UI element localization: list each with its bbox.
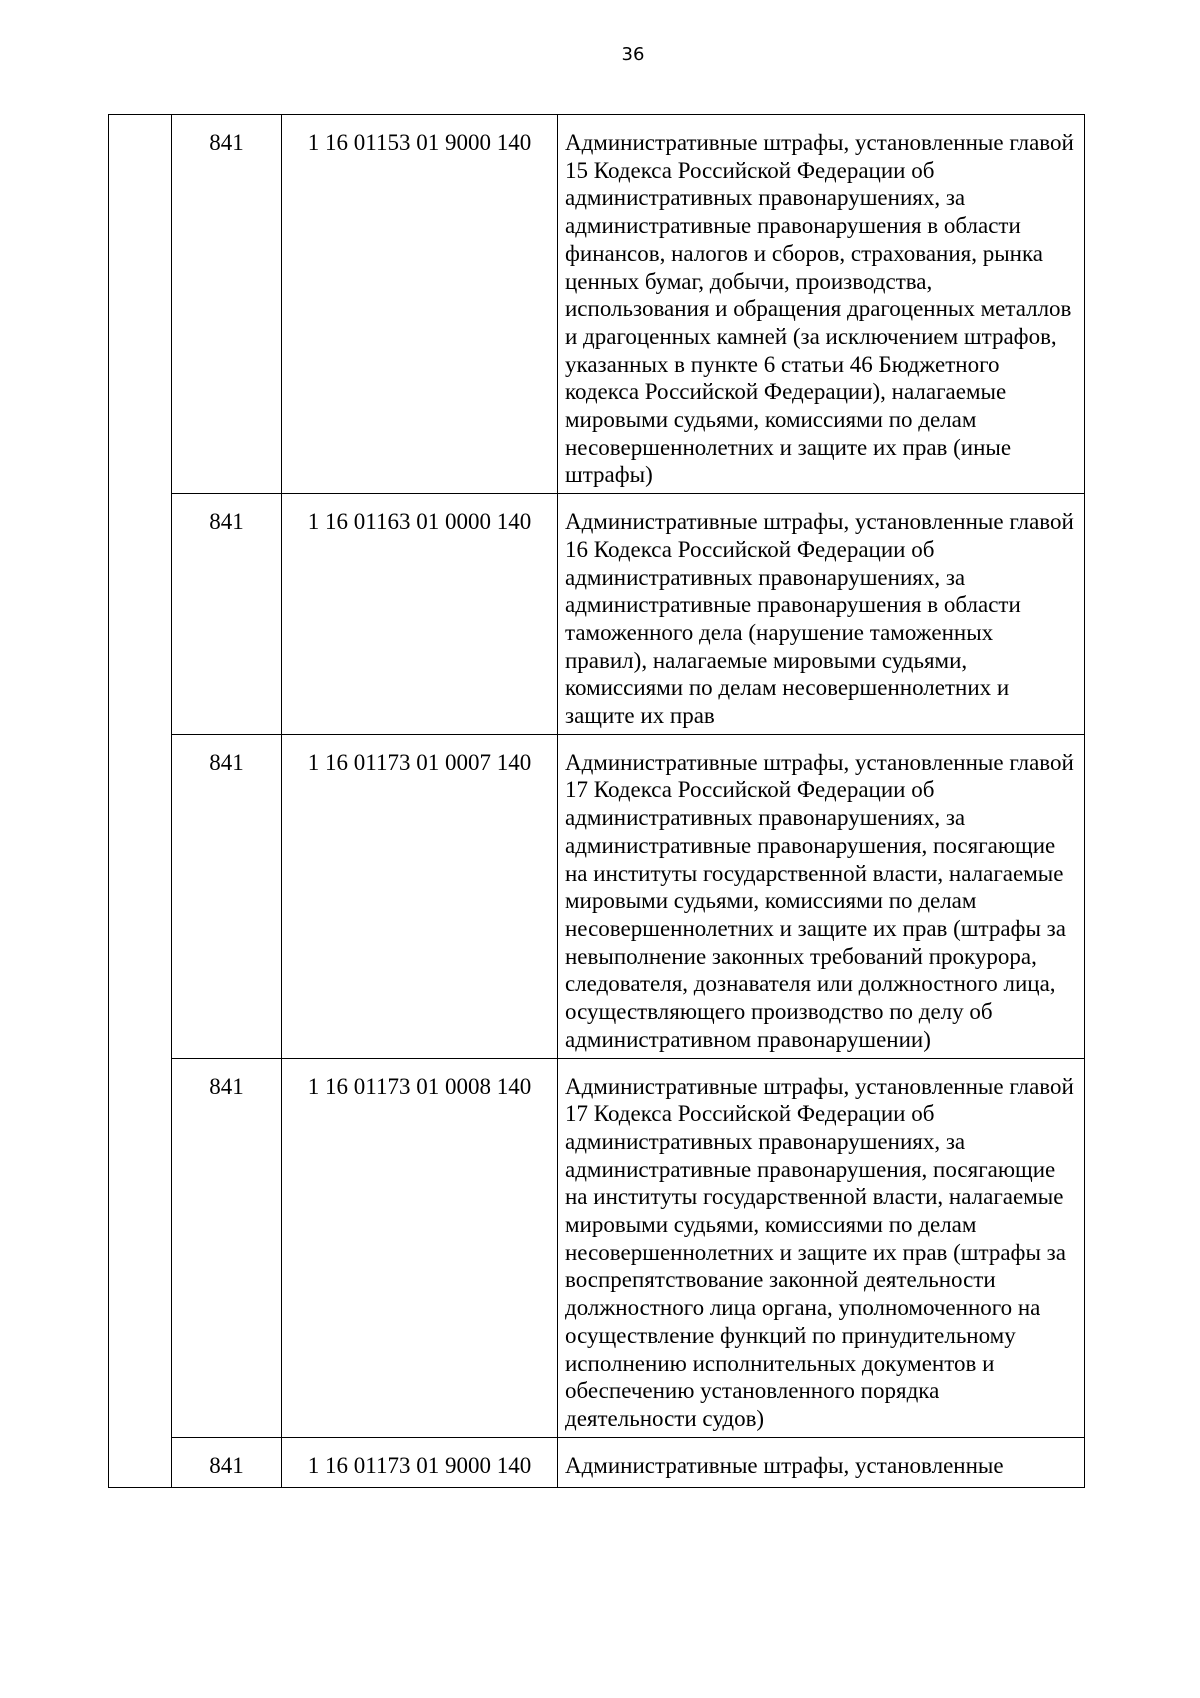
budget-code-cell: 1 16 01173 01 0007 140 — [282, 734, 558, 1058]
blank-cell — [109, 734, 172, 1058]
description-cell: Административные штрафы, установленные главой 17 Кодекса Российской Федерации об административных правонарушениях, за административные правонарушения, посягающие на институты государственной власти, налагаемые мировыми судьями, комиссиями по делам несовершеннолетних и защите их прав (штрафы за воспрепятствование законной деятельности должностного лица органа, уполномоченного на осуществление функций по принудительному исполнению исполнительных документов и обеспечению установленного порядка деятельности судов) — [558, 1058, 1085, 1437]
page-number: 36 — [621, 44, 645, 65]
admin-code-cell: 841 — [172, 1437, 282, 1488]
admin-code-cell: 841 — [172, 494, 282, 735]
budget-code-cell: 1 16 01153 01 9000 140 — [282, 115, 558, 494]
admin-code-cell: 841 — [172, 1058, 282, 1437]
admin-code-cell: 841 — [172, 115, 282, 494]
blank-cell — [109, 1058, 172, 1437]
revenue-codes-table — [108, 114, 1085, 1488]
admin-code-cell: 841 — [172, 734, 282, 1058]
budget-code-cell: 1 16 01173 01 0008 140 — [282, 1058, 558, 1437]
table-row — [109, 494, 1085, 735]
budget-code-cell: 1 16 01173 01 9000 140 — [282, 1437, 558, 1488]
description-cell: Административные штрафы, установленные главой 17 Кодекса Российской Федерации об административных правонарушениях, за административные правонарушения, посягающие на институты государственной власти, налагаемые мировыми судьями, комиссиями по делам несовершеннолетних и защите их прав (штрафы за невыполнение законных требований прокурора, следователя, дознавателя или должностного лица, осуществляющего производство по делу об административном правонарушении) — [558, 734, 1085, 1058]
description-cell: Административные штрафы, установленные — [558, 1437, 1085, 1488]
table-row — [109, 734, 1085, 1058]
description-cell: Административные штрафы, установленные главой 15 Кодекса Российской Федерации об административных правонарушениях, за административные правонарушения в области финансов, налогов и сборов, страхования, рынка ценных бумаг, добычи, производства, использования и обращения драгоценных металлов и драгоценных камней (за исключением штрафов, указанных в пункте 6 статьи 46 Бюджетного кодекса Российской Федерации), налагаемые мировыми судьями, комиссиями по делам несовершеннолетних и защите их прав (иные штрафы) — [558, 115, 1085, 494]
blank-cell — [109, 1437, 172, 1488]
budget-code-cell: 1 16 01163 01 0000 140 — [282, 494, 558, 735]
blank-cell — [109, 494, 172, 735]
table-row — [109, 115, 1085, 494]
table-row — [109, 1437, 1085, 1488]
table-row — [109, 1058, 1085, 1437]
blank-cell — [109, 115, 172, 494]
description-cell: Административные штрафы, установленные главой 16 Кодекса Российской Федерации об административных правонарушениях, за административные правонарушения в области таможенного дела (нарушение таможенных правил), налагаемые мировыми судьями, комиссиями по делам несовершеннолетних и защите их прав — [558, 494, 1085, 735]
